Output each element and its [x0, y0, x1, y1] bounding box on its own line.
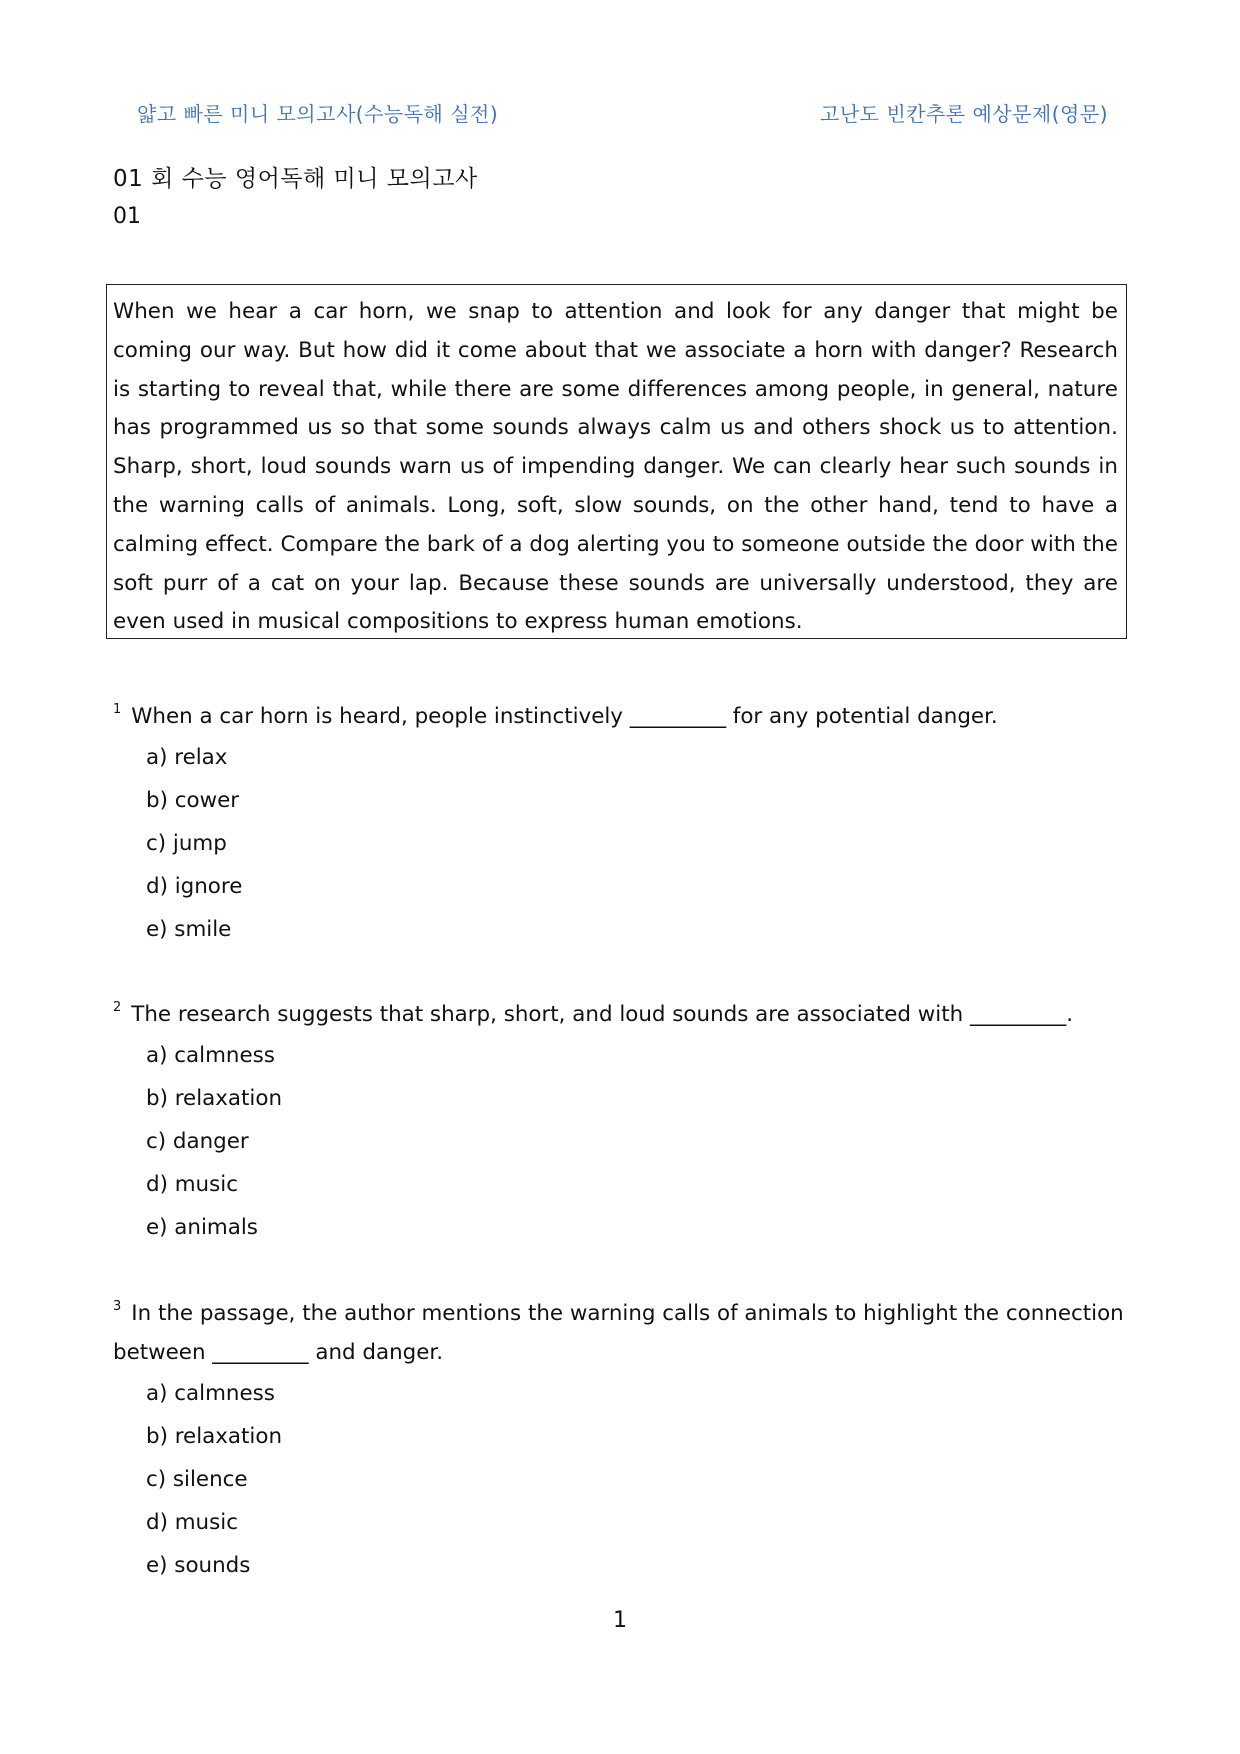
answer-option-c[interactable]: c) silence [146, 1467, 248, 1492]
question-text: When a car horn is heard, people instinctively _________ for any potential danger. [131, 704, 998, 729]
set-number: 01 [113, 204, 141, 229]
answer-option-e[interactable]: e) smile [146, 917, 232, 942]
header-right-title: 고난도 빈칸추론 예상문제(영문) [820, 102, 1108, 126]
question-3 [113, 1287, 1131, 1587]
question-1 [113, 690, 1131, 951]
answer-option-e[interactable]: e) sounds [146, 1553, 251, 1578]
page-number: 1 [613, 1608, 627, 1633]
answer-option-a[interactable]: a) relax [146, 745, 228, 770]
answer-option-c[interactable]: c) jump [146, 831, 227, 856]
question-number: 2 [113, 1000, 122, 1015]
reading-passage: When we hear a car horn, we snap to attention and look for any danger that might be coming our way. But how did it come about that we associate a horn with danger? Research is starting to reveal that, while there are some differences among people, in general, nature has programmed us so that some sounds always calm us and others shock us to attention. Sharp, short, loud sounds warn us of impending danger. We can clearly hear such sounds in the warning calls of animals. Long, soft, slow sounds, on the other hand, tend to have a calming effect. Compare the bark of a dog alerting you to someone outside the door with the soft purr of a cat on your lap. Because these sounds are universally understood, they are even used in musical compositions to express human emotions. [106, 284, 1127, 639]
answer-option-b[interactable]: b) relaxation [146, 1424, 282, 1449]
answer-option-d[interactable]: d) music [146, 1510, 238, 1535]
answer-option-e[interactable]: e) animals [146, 1215, 258, 1240]
answer-option-a[interactable]: a) calmness [146, 1043, 275, 1068]
question-stem [113, 690, 1131, 736]
question-stem [113, 1287, 1131, 1372]
answer-option-d[interactable]: d) ignore [146, 874, 243, 899]
question-stem [113, 988, 1131, 1034]
answer-options [113, 1034, 1131, 1249]
answer-option-b[interactable]: b) cower [146, 788, 240, 813]
answer-option-d[interactable]: d) music [146, 1172, 238, 1197]
test-title: 01 회 수능 영어독해 미니 모의고사 [113, 166, 478, 192]
question-text: The research suggests that sharp, short, and loud sounds are associated with _________. [131, 1002, 1074, 1027]
question-text: In the passage, the author mentions the warning calls of animals to highlight the connection between _________ and danger. [113, 1301, 1124, 1365]
question-number: 3 [113, 1299, 122, 1314]
answer-options [113, 1372, 1131, 1587]
answer-option-b[interactable]: b) relaxation [146, 1086, 282, 1111]
header-left-title: 얇고 빠른 미니 모의고사(수능독해 실전) [137, 102, 499, 126]
question-2 [113, 988, 1131, 1249]
question-number: 1 [113, 702, 122, 717]
answer-option-a[interactable]: a) calmness [146, 1381, 275, 1406]
answer-option-c[interactable]: c) danger [146, 1129, 249, 1154]
answer-options [113, 736, 1131, 951]
